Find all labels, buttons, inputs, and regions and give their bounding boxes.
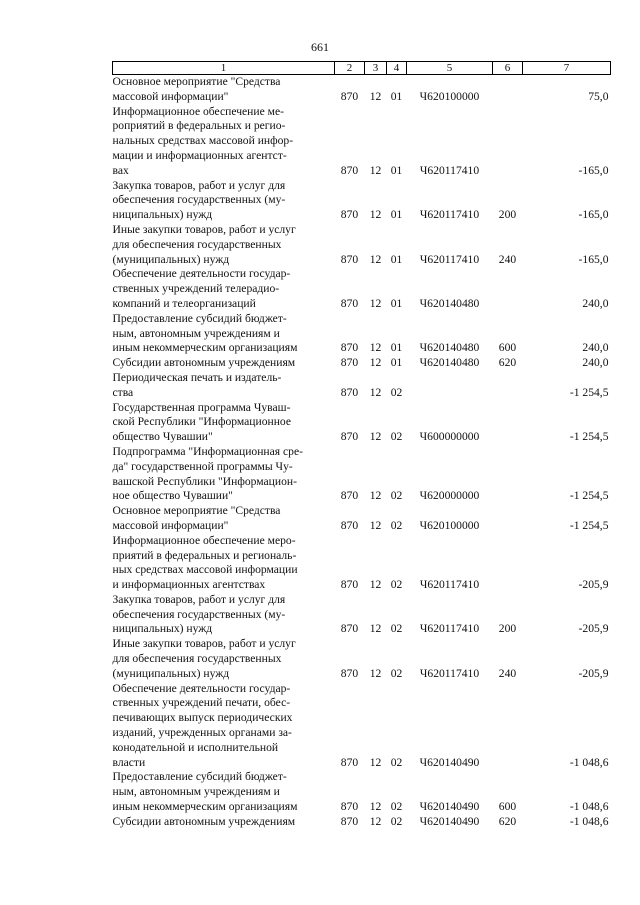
row-target-article: Ч620140480 <box>419 356 480 370</box>
row-target-article: Ч620100000 <box>419 518 480 532</box>
row-name <box>113 223 335 267</box>
row-section: 12 <box>369 755 382 769</box>
row-target-article: Ч620117410 <box>419 578 480 592</box>
row-grbs: 870 <box>340 800 359 814</box>
row-amount: -1 048,6 <box>569 800 609 814</box>
row-subsection: 02 <box>390 518 403 532</box>
row-expense-type <box>493 105 523 179</box>
row-name-line: конодательной и исполнительной <box>112 740 279 754</box>
row-grbs: 870 <box>340 430 359 444</box>
row-name-line: нальных средствах массовой инфор- <box>112 134 294 148</box>
table-row <box>113 105 611 179</box>
row-subsection: 01 <box>390 341 403 355</box>
header-col-3: 3 <box>365 62 387 75</box>
row-name-line: иным некоммерческим организациям <box>112 800 298 814</box>
row-name <box>113 371 335 401</box>
row-target-article: Ч620117410 <box>419 252 480 266</box>
row-name <box>113 105 335 179</box>
row-name <box>113 504 335 534</box>
row-target-article: Ч620117410 <box>419 666 480 680</box>
row-name-line: ниципальных) нужд <box>112 208 213 222</box>
row-name-line: ниципальных) нужд <box>112 622 213 636</box>
row-target-article: Ч620140490 <box>419 814 480 828</box>
row-target-article: Ч620140490 <box>419 755 480 769</box>
table-row <box>113 223 611 267</box>
row-name-line: ное общество Чувашии" <box>112 489 233 503</box>
row-target-article: Ч620117410 <box>419 163 480 177</box>
row-name-line: общество Чувашии" <box>112 430 213 444</box>
row-subsection: 01 <box>390 89 403 103</box>
row-name-line: Государственная программа Чуваш- <box>112 400 291 414</box>
row-section: 12 <box>369 385 382 399</box>
row-name-line: массовой информации" <box>112 89 229 103</box>
row-target-article: Ч620140490 <box>419 800 480 814</box>
row-name <box>113 312 335 356</box>
row-amount: -1 048,6 <box>569 814 609 828</box>
row-subsection: 01 <box>390 208 403 222</box>
row-subsection: 02 <box>390 430 403 444</box>
table-row <box>113 682 611 771</box>
row-expense-type <box>493 534 523 593</box>
row-name-line: да" государственной программы Чу- <box>112 459 293 473</box>
row-target-article: Ч620140480 <box>419 341 480 355</box>
row-amount: 240,0 <box>582 341 609 355</box>
row-grbs: 870 <box>340 341 359 355</box>
row-name-line: ской Республики "Информационное <box>112 415 291 429</box>
row-section: 12 <box>369 430 382 444</box>
row-amount: -1 048,6 <box>569 755 609 769</box>
row-name-line: Обеспечение деятельности государ- <box>112 681 291 695</box>
row-expense-type <box>493 75 523 105</box>
row-amount: -165,0 <box>578 252 609 266</box>
row-name <box>113 770 335 814</box>
header-col-1: 1 <box>113 62 335 75</box>
table-row <box>113 815 611 830</box>
row-grbs: 870 <box>340 208 359 222</box>
row-expense-type: 600 <box>498 341 517 355</box>
row-expense-type <box>493 371 523 401</box>
row-grbs: 870 <box>340 518 359 532</box>
row-name <box>113 179 335 223</box>
row-subsection: 02 <box>390 800 403 814</box>
row-name-line: для обеспечения государственных <box>112 652 282 666</box>
row-name-line: (муниципальных) нужд <box>112 252 230 266</box>
row-subsection: 02 <box>390 666 403 680</box>
row-name-line: вах <box>112 163 129 177</box>
row-subsection: 01 <box>390 252 403 266</box>
row-section: 12 <box>369 356 382 370</box>
row-expense-type: 200 <box>498 208 517 222</box>
row-grbs: 870 <box>340 385 359 399</box>
row-name-line: Субсидии автономным учреждениям <box>112 814 296 828</box>
row-name-line: обеспечения государственных (му- <box>112 607 286 621</box>
row-name-line: Периодическая печать и издатель- <box>112 370 282 384</box>
row-name-line: ным, автономным учреждениям и <box>112 785 280 799</box>
table-header <box>113 62 611 75</box>
row-subsection: 01 <box>390 296 403 310</box>
row-amount: -205,9 <box>578 622 609 636</box>
row-expense-type: 620 <box>498 814 517 828</box>
row-name-line: (муниципальных) нужд <box>112 666 230 680</box>
row-expense-type <box>493 267 523 311</box>
row-expense-type: 240 <box>498 252 517 266</box>
row-name-line: приятий в федеральных и региональ- <box>112 548 297 562</box>
row-section: 12 <box>369 622 382 636</box>
row-name-line: ственных учреждений телерадио- <box>112 282 280 296</box>
row-name-line: компаний и телеорганизаций <box>112 296 256 310</box>
row-section: 12 <box>369 489 382 503</box>
row-section: 12 <box>369 296 382 310</box>
row-amount: -1 254,5 <box>569 430 609 444</box>
row-name-line: для обеспечения государственных <box>112 237 282 251</box>
row-name-line: ства <box>112 385 134 399</box>
row-name <box>113 682 335 771</box>
row-name <box>113 815 335 830</box>
table-row <box>113 356 611 371</box>
row-expense-type: 240 <box>498 666 517 680</box>
row-amount: -1 254,5 <box>569 385 609 399</box>
header-col-6: 6 <box>493 62 523 75</box>
row-section: 12 <box>369 341 382 355</box>
row-subsection: 01 <box>390 356 403 370</box>
row-name <box>113 593 335 637</box>
row-expense-type: 600 <box>498 800 517 814</box>
row-grbs: 870 <box>340 489 359 503</box>
row-section: 12 <box>369 518 382 532</box>
table-row <box>113 75 611 105</box>
row-section: 12 <box>369 208 382 222</box>
row-grbs: 870 <box>340 622 359 636</box>
row-name-line: Предоставление субсидий бюджет- <box>112 311 287 325</box>
row-grbs: 870 <box>340 89 359 103</box>
row-name-line: ственных учреждений печати, обес- <box>112 696 291 710</box>
row-name-line: иным некоммерческим организациям <box>112 341 298 355</box>
row-expense-type <box>493 445 523 504</box>
row-name <box>113 637 335 681</box>
header-col-2: 2 <box>335 62 365 75</box>
row-expense-type <box>493 504 523 534</box>
row-name-line: обеспечения государственных (му- <box>112 193 286 207</box>
row-subsection: 02 <box>390 489 403 503</box>
row-grbs: 870 <box>340 296 359 310</box>
row-name-line: массовой информации" <box>112 518 229 532</box>
row-subsection: 02 <box>390 622 403 636</box>
row-name-line: ных средствах массовой информации <box>112 563 298 577</box>
row-name <box>113 356 335 371</box>
row-section: 12 <box>369 814 382 828</box>
row-subsection: 02 <box>390 385 403 399</box>
row-name-line: вашской Республики "Информацион- <box>112 474 297 488</box>
row-name-line: Основное мероприятие "Средства <box>112 75 281 88</box>
table-row <box>113 593 611 637</box>
row-name <box>113 534 335 593</box>
table-row <box>113 401 611 445</box>
row-grbs: 870 <box>340 163 359 177</box>
table-row <box>113 445 611 504</box>
row-section: 12 <box>369 800 382 814</box>
row-target-article <box>407 371 493 401</box>
row-subsection: 01 <box>390 163 403 177</box>
header-col-5: 5 <box>407 62 493 75</box>
row-name-line: Закупка товаров, работ и услуг для <box>112 592 286 606</box>
table-row <box>113 312 611 356</box>
row-subsection: 02 <box>390 814 403 828</box>
row-target-article: Ч620117410 <box>419 622 480 636</box>
row-amount: -165,0 <box>578 163 609 177</box>
row-grbs: 870 <box>340 252 359 266</box>
row-section: 12 <box>369 666 382 680</box>
row-name-line: Предоставление субсидий бюджет- <box>112 770 287 784</box>
table-body <box>113 75 611 830</box>
table-row <box>113 267 611 311</box>
row-amount: -205,9 <box>578 666 609 680</box>
row-section: 12 <box>369 89 382 103</box>
row-subsection: 02 <box>390 578 403 592</box>
row-name <box>113 445 335 504</box>
row-section: 12 <box>369 163 382 177</box>
row-expense-type <box>493 401 523 445</box>
table-row <box>113 504 611 534</box>
row-grbs: 870 <box>340 814 359 828</box>
row-name-line: Подпрограмма "Информационная сре- <box>112 444 303 458</box>
row-grbs: 870 <box>340 755 359 769</box>
header-col-4: 4 <box>387 62 407 75</box>
row-target-article: Ч620140480 <box>419 296 480 310</box>
row-amount: -205,9 <box>578 578 609 592</box>
row-amount: 240,0 <box>582 356 609 370</box>
row-name-line: власти <box>112 755 146 769</box>
row-name-line: Субсидии автономным учреждениям <box>112 356 296 370</box>
page-number: 661 <box>311 40 329 54</box>
table-row <box>113 179 611 223</box>
row-section: 12 <box>369 252 382 266</box>
row-name-line: Обеспечение деятельности государ- <box>112 267 291 281</box>
row-name <box>113 401 335 445</box>
row-grbs: 870 <box>340 578 359 592</box>
row-name-line: Закупка товаров, работ и услуг для <box>112 178 286 192</box>
table-row <box>113 371 611 401</box>
header-col-7: 7 <box>523 62 611 75</box>
row-name <box>113 75 335 105</box>
row-amount: -1 254,5 <box>569 489 609 503</box>
row-target-article: Ч620117410 <box>419 208 480 222</box>
row-subsection: 02 <box>390 755 403 769</box>
row-name-line: изданий, учрежденных органами за- <box>112 726 292 740</box>
table-row <box>113 534 611 593</box>
row-name-line: и информационных агентствах <box>112 578 266 592</box>
row-name-line: роприятий в федеральных и регио- <box>112 119 286 133</box>
row-name-line: Иные закупки товаров, работ и услуг <box>112 222 296 236</box>
row-name-line: Информационное обеспечение меро- <box>112 533 296 547</box>
budget-table <box>112 61 611 830</box>
row-amount: 75,0 <box>588 89 609 103</box>
row-grbs: 870 <box>340 356 359 370</box>
row-name-line: печивающих выпуск периодических <box>112 711 293 725</box>
row-target-article: Ч600000000 <box>419 430 480 444</box>
row-grbs: 870 <box>340 666 359 680</box>
row-expense-type <box>493 682 523 771</box>
row-name-line: Иные закупки товаров, работ и услуг <box>112 637 296 651</box>
row-target-article: Ч620100000 <box>419 89 480 103</box>
row-amount: 240,0 <box>582 296 609 310</box>
row-name-line: Основное мероприятие "Средства <box>112 504 281 518</box>
row-expense-type: 200 <box>498 622 517 636</box>
row-name-line: Информационное обеспечение ме- <box>112 104 284 118</box>
row-name-line: ным, автономным учреждениям и <box>112 326 280 340</box>
row-name-line: мации и информационных агентст- <box>112 148 287 162</box>
row-section: 12 <box>369 578 382 592</box>
header-row <box>113 62 611 75</box>
row-target-article: Ч620000000 <box>419 489 480 503</box>
row-expense-type: 620 <box>498 356 517 370</box>
table-row <box>113 770 611 814</box>
row-amount: -165,0 <box>578 208 609 222</box>
table-row <box>113 637 611 681</box>
row-amount: -1 254,5 <box>569 518 609 532</box>
row-name <box>113 267 335 311</box>
